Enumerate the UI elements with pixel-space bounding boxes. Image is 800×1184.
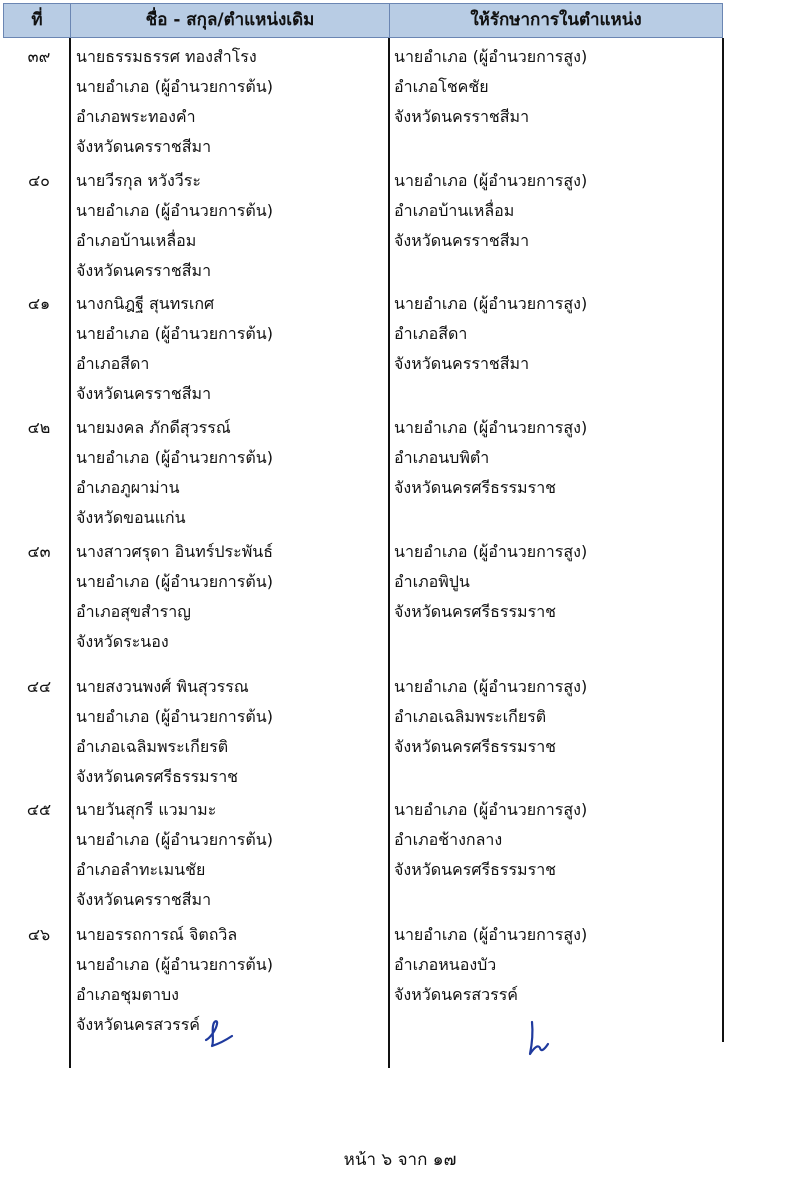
original-position — [76, 920, 273, 1040]
position-title: นายอำเภอ (ผู้อำนวยการต้น) — [76, 572, 273, 591]
acting-province: จังหวัดนครราชสีมา — [394, 231, 530, 250]
province: จังหวัดนครราชสีมา — [76, 890, 212, 909]
district: อำเภอลำทะเมนชัย — [76, 860, 206, 879]
acting-province: จังหวัดนครสวรรค์ — [394, 985, 518, 1004]
table-header — [3, 3, 723, 38]
row-number: ๔๔ — [26, 677, 52, 696]
position-title: นายอำเภอ (ผู้อำนวยการต้น) — [76, 707, 273, 726]
row-number: ๔๓ — [27, 542, 51, 561]
acting-position — [394, 413, 587, 503]
district: อำเภอชุมตาบง — [76, 985, 179, 1004]
table-row — [0, 413, 800, 533]
header-name: ชื่อ - สกุล/ตำแหน่งเดิม — [145, 10, 315, 30]
table-row — [0, 289, 800, 409]
position-title: นายอำเภอ (ผู้อำนวยการต้น) — [76, 955, 273, 974]
person-name: นางกนิฎฐี สุนทรเกศ — [76, 294, 215, 313]
acting-position — [394, 795, 587, 885]
acting-district: อำเภอพิปูน — [394, 572, 470, 591]
position-title: นายอำเภอ (ผู้อำนวยการต้น) — [76, 448, 273, 467]
original-position — [76, 795, 273, 915]
original-position — [76, 42, 273, 162]
original-position — [76, 413, 273, 533]
position-title: นายอำเภอ (ผู้อำนวยการต้น) — [76, 830, 273, 849]
acting-title: นายอำเภอ (ผู้อำนวยการสูง) — [394, 677, 588, 696]
person-name: นางสาวศรุดา อินทร์ประพันธ์ — [76, 542, 273, 561]
person-name: นายวีรกุล หวังวีระ — [76, 171, 201, 190]
acting-title: นายอำเภอ (ผู้อำนวยการสูง) — [394, 171, 588, 190]
province: จังหวัดนครศรีธรรมราช — [76, 767, 239, 786]
acting-title: นายอำเภอ (ผู้อำนวยการสูง) — [394, 47, 588, 66]
acting-position — [394, 920, 587, 1010]
table-row — [0, 920, 800, 1040]
province: จังหวัดระนอง — [76, 632, 169, 651]
person-name: นายธรรมธรรศ ทองสำโรง — [76, 47, 257, 66]
district: อำเภอภูผาม่าน — [76, 478, 180, 497]
position-title: นายอำเภอ (ผู้อำนวยการต้น) — [76, 77, 273, 96]
acting-position — [394, 166, 587, 256]
acting-province: จังหวัดนครศรีธรรมราช — [394, 860, 557, 879]
province: จังหวัดขอนแก่น — [76, 508, 186, 527]
acting-position — [394, 672, 587, 762]
person-name: นายสงวนพงศ์ พินสุวรรณ — [76, 677, 249, 696]
row-number: ๔๒ — [27, 418, 51, 437]
acting-title: นายอำเภอ (ผู้อำนวยการสูง) — [394, 925, 588, 944]
district: อำเภอพระทองคำ — [76, 107, 196, 126]
row-number: ๔๖ — [27, 925, 51, 944]
header-no: ที่ — [31, 10, 43, 30]
position-title: นายอำเภอ (ผู้อำนวยการต้น) — [76, 201, 273, 220]
person-name: นายมงคล ภักดีสุวรรณ์ — [76, 418, 231, 437]
acting-district: อำเภอเฉลิมพระเกียรติ — [394, 707, 547, 726]
page-number: หน้า ๖ จาก ๑๗ — [343, 1150, 457, 1170]
table-row — [0, 795, 800, 915]
original-position — [76, 672, 273, 792]
acting-district: อำเภอบ้านเหลื่อม — [394, 201, 515, 220]
table-row — [0, 537, 800, 657]
row-number: ๔๑ — [27, 294, 51, 313]
acting-province: จังหวัดนครราชสีมา — [394, 107, 530, 126]
acting-district: อำเภอนบพิตำ — [394, 448, 490, 467]
acting-position — [394, 289, 587, 379]
province: จังหวัดนครราชสีมา — [76, 137, 212, 156]
original-position — [76, 537, 273, 657]
acting-district: อำเภอหนองบัว — [394, 955, 497, 974]
district: อำเภอบ้านเหลื่อม — [76, 231, 197, 250]
district: อำเภอเฉลิมพระเกียรติ — [76, 737, 229, 756]
table-row — [0, 672, 800, 792]
original-position — [76, 289, 273, 409]
acting-title: นายอำเภอ (ผู้อำนวยการสูง) — [394, 294, 588, 313]
province: จังหวัดนครสวรรค์ — [76, 1015, 200, 1034]
province: จังหวัดนครราชสีมา — [76, 384, 212, 403]
original-position — [76, 166, 273, 286]
table-row — [0, 42, 800, 162]
acting-title: นายอำเภอ (ผู้อำนวยการสูง) — [394, 418, 588, 437]
signature-initial-right — [524, 1018, 556, 1060]
acting-province: จังหวัดนครศรีธรรมราช — [394, 602, 557, 621]
person-name: นายอรรถการณ์ จิตถวิล — [76, 925, 238, 944]
acting-district: อำเภอโชคชัย — [394, 77, 489, 96]
acting-province: จังหวัดนครราชสีมา — [394, 354, 530, 373]
district: อำเภอสุขสำราญ — [76, 602, 191, 621]
province: จังหวัดนครราชสีมา — [76, 261, 212, 280]
row-number: ๓๙ — [27, 47, 51, 66]
row-number: ๔๕ — [26, 800, 52, 819]
acting-position — [394, 537, 587, 627]
row-number: ๔๐ — [28, 171, 50, 190]
acting-district: อำเภอช้างกลาง — [394, 830, 503, 849]
acting-position — [394, 42, 587, 132]
acting-province: จังหวัดนครศรีธรรมราช — [394, 478, 557, 497]
acting-district: อำเภอสีดา — [394, 324, 468, 343]
table-row — [0, 166, 800, 286]
district: อำเภอสีดา — [76, 354, 150, 373]
acting-title: นายอำเภอ (ผู้อำนวยการสูง) — [394, 542, 588, 561]
person-name: นายวันสุกรี แวมามะ — [76, 800, 217, 819]
signature-initial-left — [200, 1016, 240, 1052]
acting-title: นายอำเภอ (ผู้อำนวยการสูง) — [394, 800, 588, 819]
header-acting: ให้รักษาการในตำแหน่ง — [470, 10, 642, 30]
acting-province: จังหวัดนครศรีธรรมราช — [394, 737, 557, 756]
position-title: นายอำเภอ (ผู้อำนวยการต้น) — [76, 324, 273, 343]
